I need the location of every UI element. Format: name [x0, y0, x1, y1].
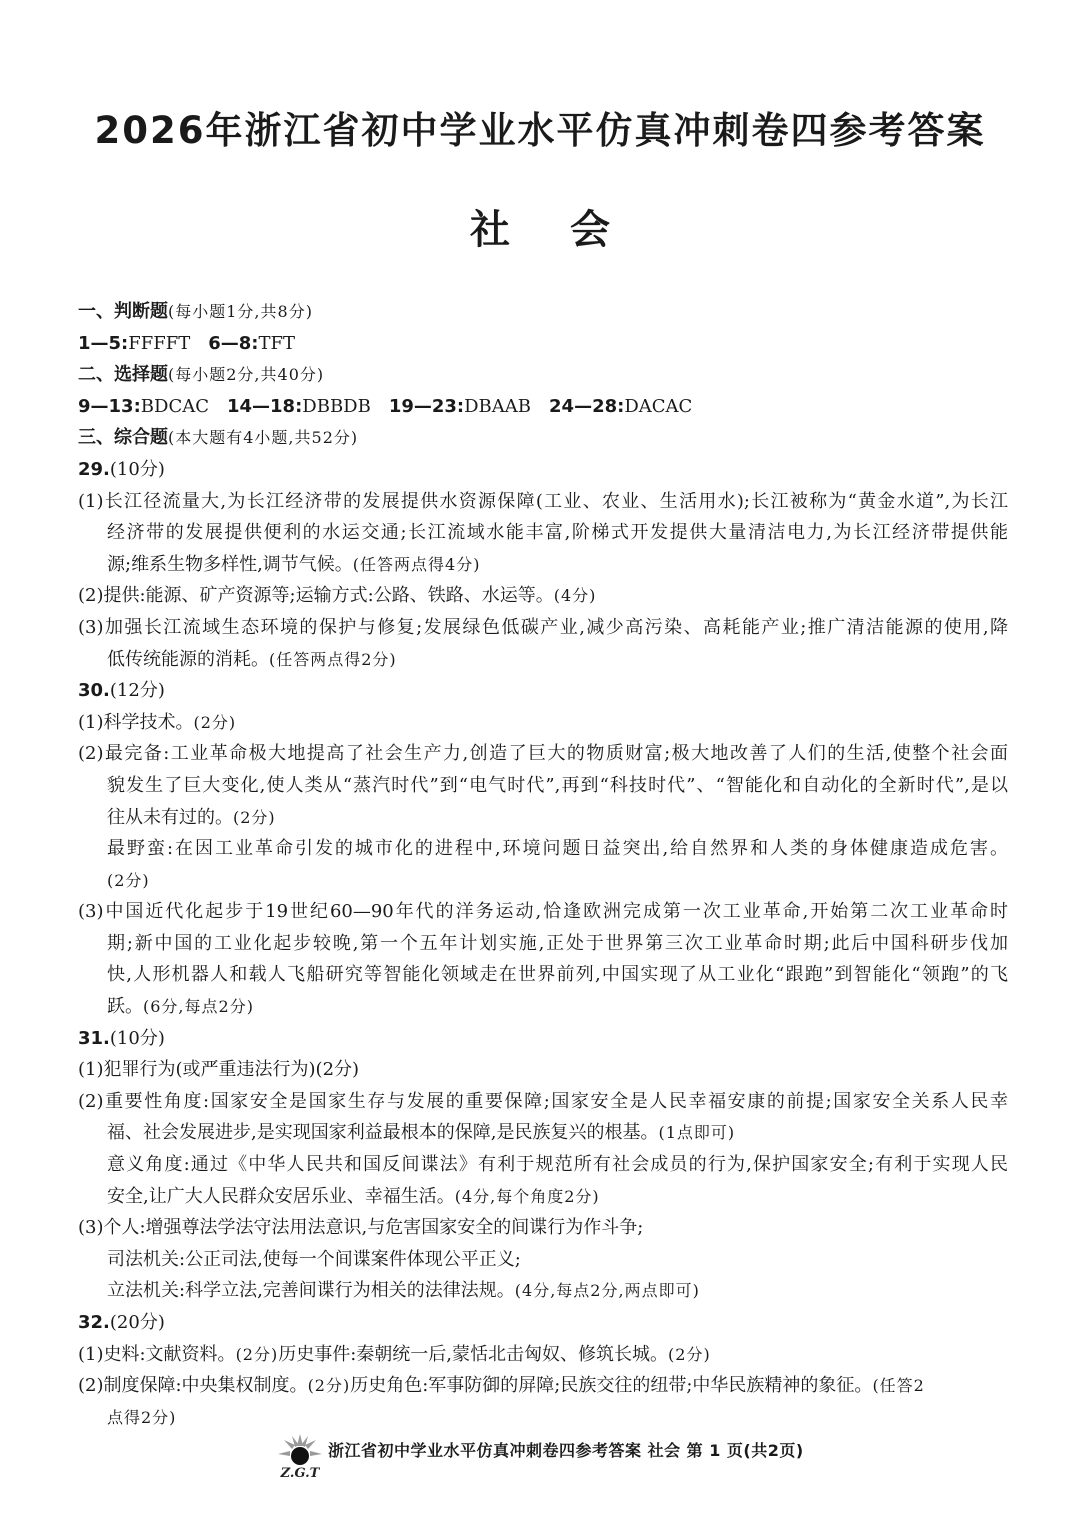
answer-line: 司法机关:公正司法,使每一个间谍案件体现公平正义;: [107, 1248, 521, 1270]
score-note: (2分): [668, 1344, 711, 1364]
section-title: 二、选择题: [78, 364, 168, 386]
range-label: 9—13:: [78, 395, 141, 417]
answer-line: [78, 549, 1008, 581]
sunburst-logo-icon: [270, 1432, 330, 1482]
answer-row: [78, 328, 1008, 360]
question-heading-29: [78, 454, 1008, 486]
score-note: (1点即可): [658, 1123, 736, 1143]
answer-line: [78, 1370, 1008, 1402]
answer-line: [78, 1181, 1008, 1213]
answer-text: 跃。: [107, 996, 143, 1018]
answer-line: (2)重要性角度:国家安全是国家生存与发展的重要保障;国家安全是人民幸福安康的前提;国家安全关系人民幸: [78, 1090, 1008, 1112]
question-number: 30.: [78, 680, 110, 702]
answer-line: (3)中国近代化起步于19世纪60—90年代的洋务运动,恰逢欧洲完成第一次工业革命,开始第二次工业革命时: [78, 901, 1008, 923]
page-title: 2026年浙江省初中学业水平仿真冲刺卷四参考答案: [94, 109, 986, 152]
subject-heading: 社会: [470, 207, 670, 253]
question-number: 32.: [78, 1312, 110, 1333]
section-title: 三、综合题: [78, 427, 168, 449]
section-heading: [78, 422, 1008, 454]
range-label: 19—23:: [388, 395, 465, 417]
score-note: (2分): [193, 712, 237, 732]
answer-text: 历史角色:军事防御的屏障;民族交往的纽带;中华民族精神的象征。: [350, 1375, 873, 1397]
section-score-note: (本大题有4小题,共52分): [168, 428, 359, 448]
question-number: 29.: [78, 458, 110, 480]
footer-page-info: 浙江省初中学业水平仿真冲刺卷四参考答案 社会 第 1 页(共2页): [328, 1441, 804, 1460]
question-score: (10分): [109, 1027, 165, 1049]
answer-text: 低传统能源的消耗。: [107, 648, 269, 670]
section-score-note: (每小题1分,共8分): [168, 302, 313, 321]
score-note: (4分,每个角度2分): [454, 1186, 600, 1206]
score-note: (2分): [307, 1376, 351, 1396]
range-answers: FFFFT: [128, 332, 191, 354]
page-footer: [270, 1432, 830, 1482]
score-note: (2分): [233, 807, 276, 827]
score-note: (4分,每点2分,两点即可): [514, 1281, 700, 1301]
score-note: (任答两点得2分): [269, 649, 397, 669]
answer-text: 历史事件:秦朝统一后,蒙恬北击匈奴、修筑长城。: [278, 1343, 669, 1365]
answer-text: (1)史料:文献资料。: [78, 1343, 236, 1365]
range-label: 6—8:: [208, 332, 259, 354]
section-heading: [78, 359, 1008, 391]
answer-line: 貌发生了巨大变化,使人类从“蒸汽时代”到“电气时代”,再到“科技时代”、“智能化和自动化的全新时代”,是以: [107, 774, 1008, 796]
answer-line: [78, 1117, 1008, 1149]
answer-text: (1)科学技术。: [78, 711, 194, 733]
range-answers: DBBDB: [302, 395, 371, 417]
answer-line: (1)长江径流量大,为长江经济带的发展提供水资源保障(工业、农业、生活用水);长江被称为“黄金水道”,为长江: [78, 490, 1008, 512]
score-note: (6分,每点2分): [143, 997, 254, 1017]
section-heading: [78, 296, 1008, 328]
answer-line: (3)个人:增强尊法学法守法用法意识,与危害国家安全的间谍行为作斗争;: [78, 1217, 644, 1239]
answer-line: [78, 991, 1008, 1023]
question-heading-30: [78, 675, 1008, 707]
answer-line: 点得2分): [107, 1407, 177, 1427]
question-score: (20分): [109, 1312, 165, 1333]
answer-text: 源;维系生物多样性,调节气候。: [107, 553, 353, 575]
answer-text: (2)提供:能源、矿产资源等;运输方式:公路、铁路、水运等。: [78, 585, 554, 607]
range-label: 14—18:: [226, 395, 303, 417]
range-label: 1—5:: [78, 332, 129, 354]
question-heading-32: [78, 1307, 1008, 1339]
answer-line: (3)加强长江流域生态环境的保护与修复;发展绿色低碳产业,减少高污染、高耗能产业;推广清洁能源的使用,降: [78, 616, 1008, 638]
score-note: (任答2: [872, 1376, 925, 1396]
answer-line: [78, 707, 1008, 739]
answer-content: [78, 296, 1008, 1433]
answer-text: 福、社会发展进步,是实现国家利益最根本的保障,是民族复兴的根基。: [107, 1122, 659, 1144]
range-answers: BDCAC: [140, 395, 209, 417]
score-note: (4分): [553, 586, 597, 606]
answer-row: [78, 391, 1008, 423]
answer-line: [78, 1275, 1008, 1307]
section-score-note: (每小题2分,共40分): [168, 365, 325, 385]
range-answers: TFT: [258, 332, 295, 354]
question-score: (12分): [109, 680, 165, 702]
answer-line: 经济带的发展提供便利的水运交通;长江流域水能丰富,阶梯式开发提供大量清洁电力,为长江经济带提供能: [107, 522, 1008, 544]
answer-line: [78, 644, 1008, 676]
answer-line: [78, 802, 1008, 834]
score-note: (任答两点得4分): [352, 554, 481, 574]
zgt-logo: [270, 1432, 330, 1482]
answer-line: 快,人形机器人和载人飞船研究等智能化领域走在世界前列,中国实现了从工业化“跟跑”到智能化“领跑”的飞: [107, 964, 1008, 986]
answer-line: 最野蛮:在因工业革命引发的城市化的进程中,环境问题日益突出,给自然界和人类的身体健康造成危害。: [107, 838, 1008, 860]
range-label: 24—28:: [549, 395, 625, 417]
answer-line: [78, 1054, 1008, 1086]
answer-line: [78, 1339, 1008, 1371]
question-number: 31.: [78, 1027, 110, 1049]
answer-text: (1)犯罪行为(或严重违法行为): [78, 1059, 316, 1081]
question-score: (10分): [109, 458, 165, 480]
answer-line: (2分): [107, 870, 150, 890]
answer-line: 意义角度:通过《中华人民共和国反间谍法》有利于规范所有社会成员的行为,保护国家安全;有利于实现人民: [107, 1154, 1008, 1176]
logo-wordmark: Z.G.T: [280, 1466, 320, 1481]
answer-text: 立法机关:科学立法,完善间谍行为相关的法律法规。: [107, 1280, 515, 1302]
answer-text: 安全,让广大人民群众安居乐业、幸福生活。: [107, 1185, 455, 1207]
section-title: 一、判断题: [78, 301, 168, 322]
score-note: (2分): [235, 1344, 279, 1364]
score-note: (2分): [315, 1059, 360, 1081]
answer-line: 期;新中国的工业化起步较晚,第一个五年计划实施,正处于世界第三次工业革命时期;此后中国科研步伐加: [107, 932, 1008, 954]
range-answers: DBAAB: [464, 395, 532, 417]
question-heading-31: [78, 1023, 1008, 1055]
answer-text: (2)制度保障:中央集权制度。: [78, 1375, 308, 1397]
answer-line: [78, 580, 1008, 612]
range-answers: DACAC: [624, 395, 693, 417]
answer-text: 往从未有过的。: [107, 806, 233, 828]
answer-line: (2)最完备:工业革命极大地提高了社会生产力,创造了巨大的物质财富;极大地改善了人们的生活,使整个社会面: [78, 743, 1008, 765]
